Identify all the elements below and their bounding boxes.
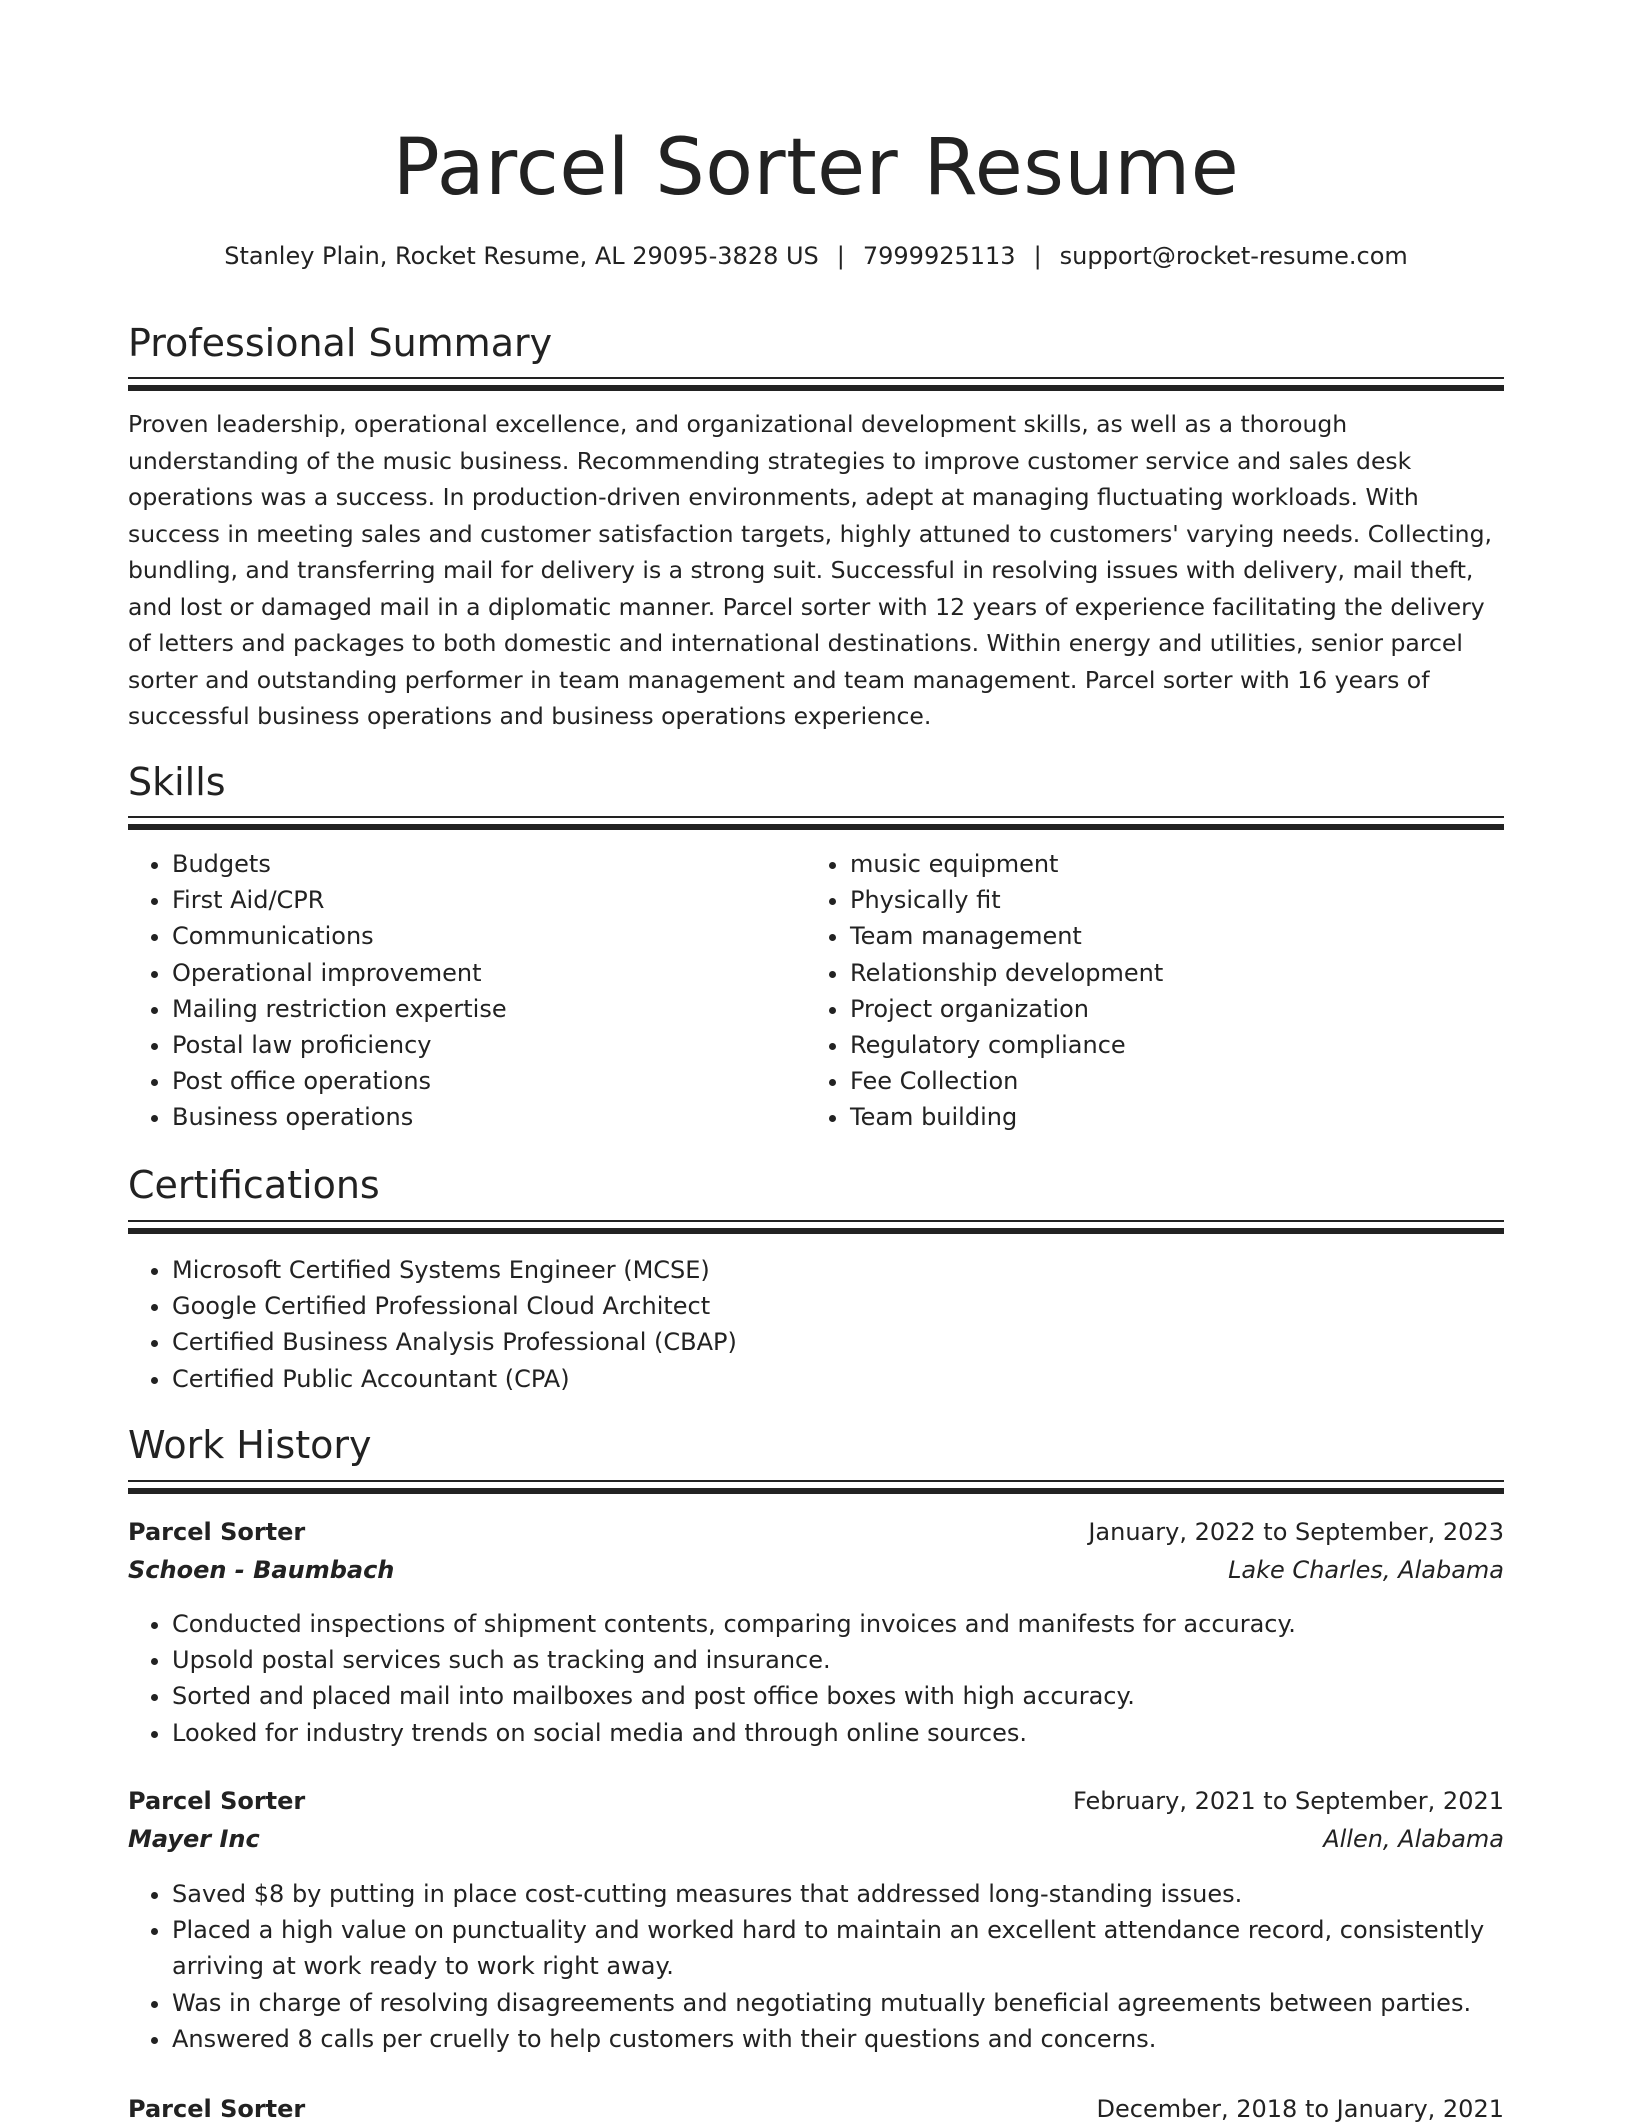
certifications-list	[128, 1252, 1504, 1397]
contact-line	[128, 238, 1504, 274]
contact-separator: |	[836, 242, 845, 270]
certification-item: • Microsoft Certified Systems Engineer (MCSE)	[172, 1252, 1504, 1288]
certification-item: • Certified Public Accountant (CPA)	[172, 1361, 1504, 1397]
job-duty: • Answered 8 calls per cruelly to help customers with their questions and concerns.	[172, 2021, 1504, 2057]
contact-email: support@rocket-resume.com	[1059, 242, 1408, 270]
job-title: Parcel Sorter	[128, 1787, 306, 1815]
job-duty: • Upsold postal services such as tracking and insurance.	[172, 1642, 1504, 1678]
job-company: Mayer Inc	[128, 1825, 260, 1853]
skill-item: • Regulatory compliance	[850, 1027, 1504, 1063]
resume-page	[128, 0, 1504, 2123]
contact-phone: 7999925113	[862, 242, 1016, 270]
job-header	[128, 1782, 1504, 1820]
skill-item: • Team building	[850, 1099, 1504, 1135]
job-duty: • Saved $8 by putting in place cost-cutting measures that addressed long-standing issues.	[172, 1876, 1504, 1912]
skill-item: • music equipment	[850, 846, 1504, 882]
skill-item: • Relationship development	[850, 955, 1504, 991]
skill-item: • First Aid/CPR	[172, 882, 802, 918]
contact-separator: |	[1033, 242, 1042, 270]
job-duties-list	[128, 1876, 1504, 2057]
job-title: Parcel Sorter	[128, 2095, 306, 2123]
skill-item: • Post office operations	[172, 1063, 802, 1099]
skills-heading: Skills	[128, 760, 226, 804]
skill-item: • Project organization	[850, 991, 1504, 1027]
skill-item: • Operational improvement	[172, 955, 802, 991]
job-dates: December, 2018 to January, 2021	[1096, 2095, 1504, 2123]
summary-heading: Professional Summary	[128, 321, 553, 365]
skill-item: • Postal law proficiency	[172, 1027, 802, 1063]
section-divider	[128, 1480, 1504, 1496]
skills-list-left	[128, 846, 802, 1136]
job-duty: • Sorted and placed mail into mailboxes and post office boxes with high accuracy.	[172, 1678, 1504, 1714]
section-divider	[128, 377, 1504, 393]
job-header	[128, 2090, 1504, 2128]
section-divider	[128, 1220, 1504, 1236]
job-location: Allen, Alabama	[1323, 1825, 1504, 1853]
job-location: Lake Charles, Alabama	[1228, 1556, 1504, 1584]
work-history-heading: Work History	[128, 1423, 372, 1467]
job-duty: • Placed a high value on punctuality and worked hard to maintain an excellent attendance record, consistently arriving at work ready to work right away.	[172, 1912, 1504, 1984]
job-duties-list	[128, 1606, 1504, 1751]
skill-item: • Fee Collection	[850, 1063, 1504, 1099]
section-divider	[128, 816, 1504, 832]
job-subheader	[128, 1551, 1504, 1589]
skills-list-right	[806, 846, 1504, 1136]
job-dates: February, 2021 to September, 2021	[1072, 1787, 1504, 1815]
job-dates: January, 2022 to September, 2023	[1088, 1518, 1504, 1546]
job-duty: • Conducted inspections of shipment contents, comparing invoices and manifests for accuracy.	[172, 1606, 1504, 1642]
summary-text: Proven leadership, operational excellence, and organizational development skills, as well as a thorough understanding of the music business. Recommending strategies to improve customer service and sales desk operations was a success. In production-driven environments, adept at managing fluctuating workloads. With success in meeting sales and customer satisfaction targets, highly attuned to customers' varying needs. Collecting, bundling, and transferring mail for delivery is a strong suit. Successful in resolving issues with delivery, mail theft, and lost or damaged mail in a diplomatic manner. Parcel sorter with 12 years of experience facilitating the delivery of letters and packages to both domestic and international destinations. Within energy and utilities, senior parcel sorter and outstanding performer in team management and team management. Parcel sorter with 16 years of successful business operations and business operations experience.	[128, 410, 1492, 730]
job-duty: • Looked for industry trends on social media and through online sources.	[172, 1715, 1504, 1751]
certifications-heading: Certifications	[128, 1163, 380, 1207]
skill-item: • Mailing restriction expertise	[172, 991, 802, 1027]
resume-title: Parcel Sorter Resume	[392, 123, 1240, 213]
job-subheader	[128, 1820, 1504, 1858]
skill-item: • Team management	[850, 918, 1504, 954]
job-header	[128, 1513, 1504, 1551]
certification-item: • Google Certified Professional Cloud Architect	[172, 1288, 1504, 1324]
certification-item: • Certified Business Analysis Professional (CBAP)	[172, 1324, 1504, 1360]
skill-item: • Business operations	[172, 1099, 802, 1135]
job-duty: • Was in charge of resolving disagreements and negotiating mutually beneficial agreements between parties.	[172, 1985, 1504, 2021]
job-company: Schoen - Baumbach	[128, 1556, 395, 1584]
skill-item: • Budgets	[172, 846, 802, 882]
skill-item: • Physically fit	[850, 882, 1504, 918]
job-title: Parcel Sorter	[128, 1518, 306, 1546]
contact-address: Stanley Plain, Rocket Resume, AL 29095-3828 US	[224, 242, 819, 270]
skill-item: • Communications	[172, 918, 802, 954]
